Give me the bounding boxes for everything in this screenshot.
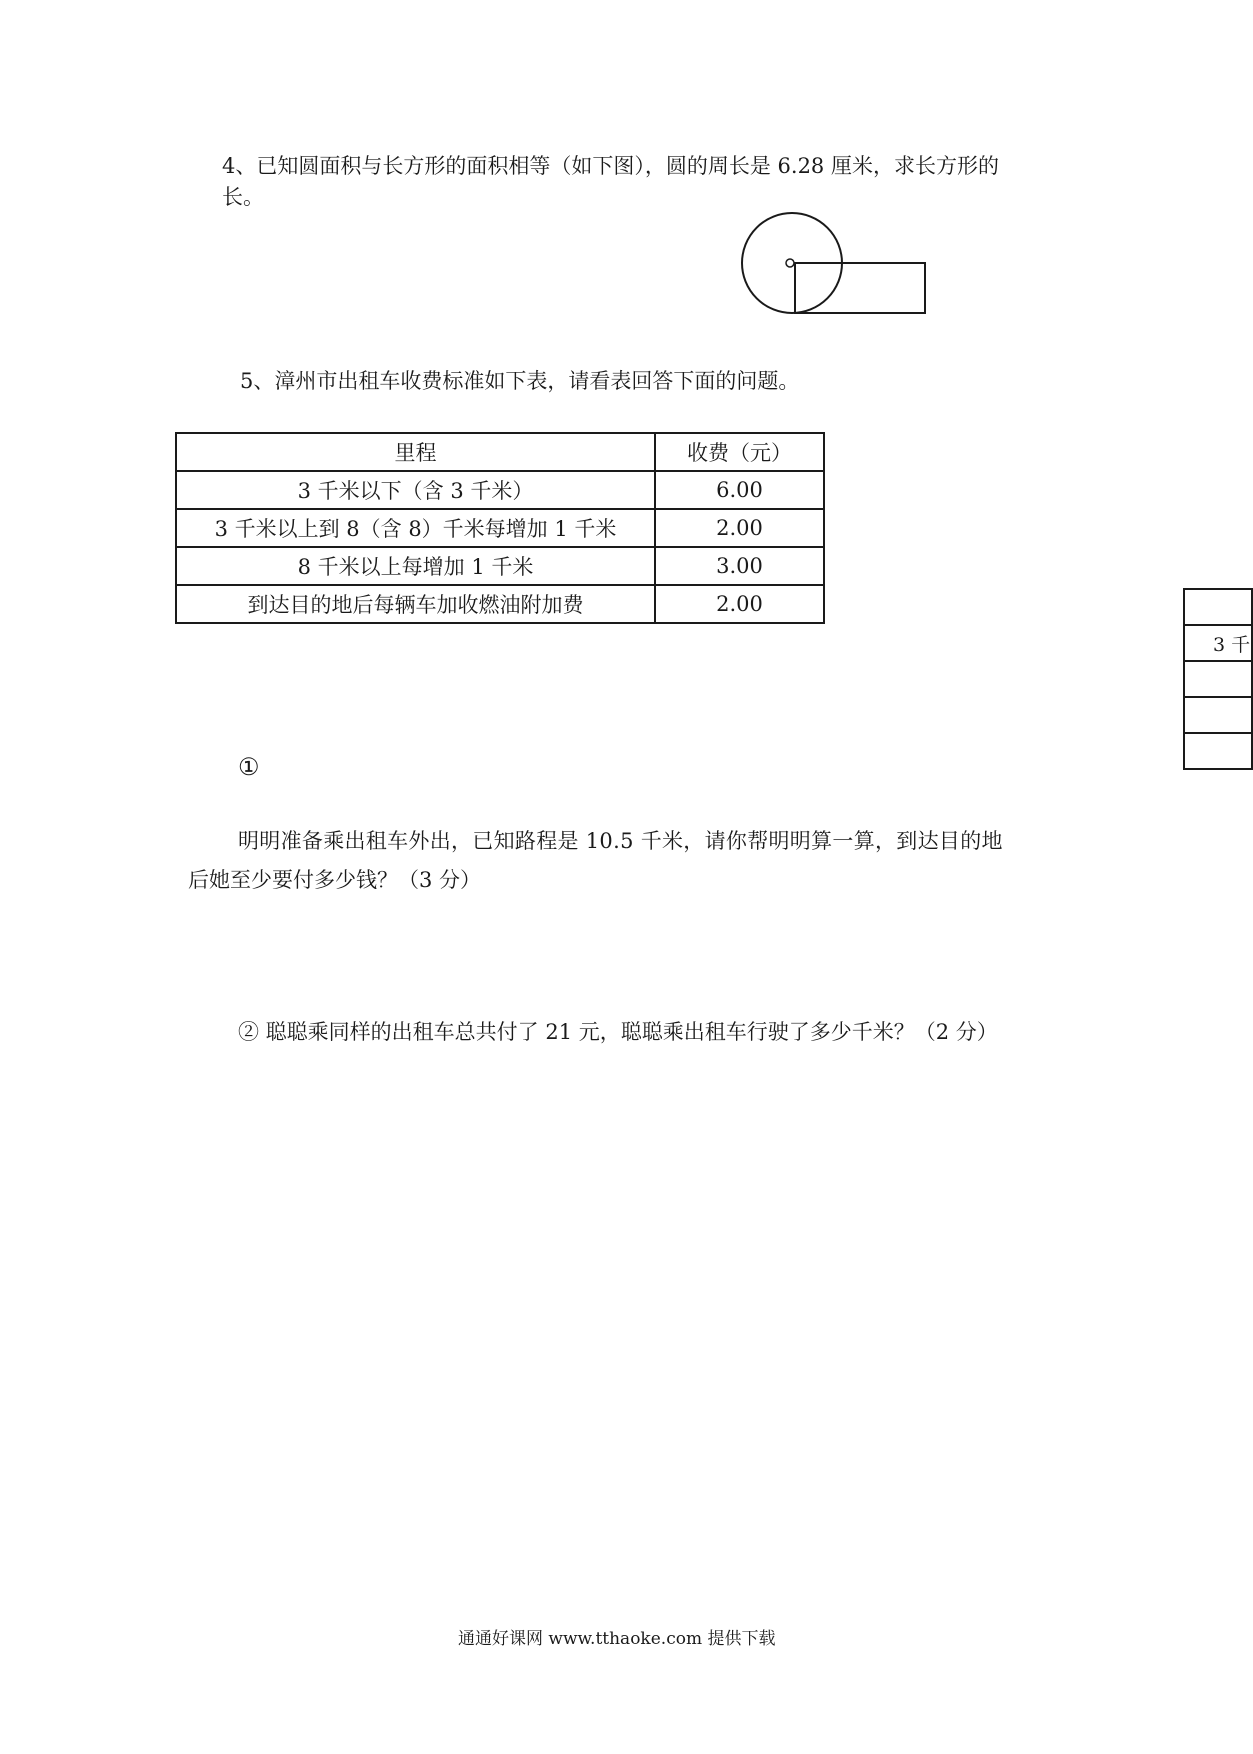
cropped-table-fragment [1183, 588, 1253, 770]
distance-cell: 到达目的地后每辆车加收燃油附加费 [176, 585, 655, 623]
question4-text-line1: 4、已知圆面积与长方形的面积相等（如下图），圆的周长是 6.28 厘米，求长方形的 [222, 154, 999, 178]
table-row [176, 471, 824, 509]
fragment-cell [1184, 697, 1252, 733]
rectangle-shape [795, 263, 925, 313]
fee-cell: 6.00 [655, 471, 824, 509]
header-distance: 里程 [176, 433, 655, 471]
table-row [176, 547, 824, 585]
distance-cell: 3 千米以下（含 3 千米） [176, 471, 655, 509]
fragment-cell: 3 千 [1184, 625, 1252, 661]
question5-intro: 5、漳州市出租车收费标准如下表，请看表回答下面的问题。 [240, 369, 800, 393]
sub-question1-mark: ① [238, 753, 260, 781]
fee-cell: 2.00 [655, 509, 824, 547]
header-fee: 收费（元） [655, 433, 824, 471]
table-row [176, 509, 824, 547]
sub-question2: ② 聪聪乘同样的出租车总共付了 21 元，聪聪乘出租车行驶了多少千米？（2 分） [238, 1020, 998, 1044]
circle-center-point [786, 259, 794, 267]
sub-question1-line2: 后她至少要付多少钱？（3 分） [188, 868, 482, 892]
table-header-row [176, 433, 824, 471]
fare-table [175, 432, 825, 624]
fragment-cell [1184, 733, 1252, 769]
page-footer: 通通好课网 www.tthaoke.com 提供下载 [458, 1629, 776, 1649]
sub-question1-line1: 明明准备乘出租车外出，已知路程是 10.5 千米，请你帮明明算一算，到达目的地 [238, 829, 1003, 853]
circle-rectangle-figure [740, 208, 940, 318]
distance-cell: 8 千米以上每增加 1 千米 [176, 547, 655, 585]
fragment-cell [1184, 661, 1252, 697]
fee-cell: 2.00 [655, 585, 824, 623]
distance-cell: 3 千米以上到 8（含 8）千米每增加 1 千米 [176, 509, 655, 547]
table-row [176, 585, 824, 623]
question4-text-line2: 长。 [222, 185, 264, 209]
fragment-cell [1184, 589, 1252, 625]
fee-cell: 3.00 [655, 547, 824, 585]
